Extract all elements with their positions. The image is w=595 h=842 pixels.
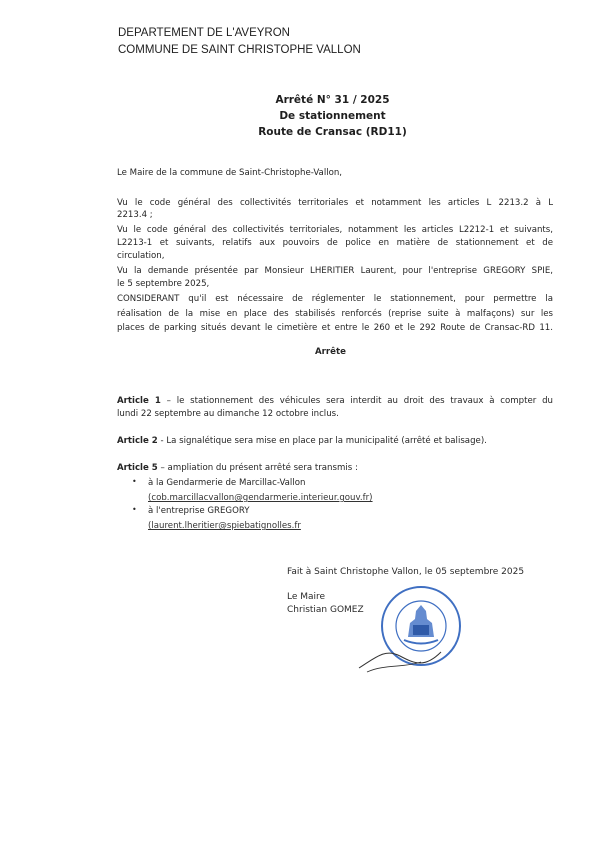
article-2-label: Article 2 (117, 436, 158, 446)
vu3-line-a: Vu la demande présentée par Monsieur LHERITIER Laurent, pour l'entreprise GREGORY SPIE, (117, 266, 553, 276)
maire-line: Le Maire de la commune de Saint-Christophe-Vallon, (117, 168, 343, 178)
article-1-label: Article 1 (117, 396, 161, 406)
considerant-line-b: réalisation de la mise en place des stabilisés renforcés (reprise suite à malfaçons) sur les (117, 309, 553, 319)
arrete-subject-title: De stationnement (279, 110, 386, 122)
arrete-heading: Arrête (315, 347, 346, 357)
article-1-line-a (117, 396, 553, 406)
arrete-road-title: Route de Cransac (RD11) (258, 126, 407, 138)
vu1-line-a: Vu le code général des collectivités territoriales et notamment les articles L 2213.2 à L (117, 198, 553, 208)
signature-scribble-icon (355, 628, 445, 678)
article-1-text: – le stationnement des véhicules sera interdit au droit des travaux à compter du (160, 396, 553, 406)
department-header: DEPARTEMENT DE L'AVEYRON (118, 27, 290, 39)
recipient-gendarmerie: à la Gendarmerie de Marcillac-Vallon (148, 478, 306, 488)
article-2-line (117, 436, 487, 446)
fait-a-line: Fait à Saint Christophe Vallon, le 05 septembre 2025 (287, 567, 525, 577)
gregory-email-link[interactable]: (laurent.lheritier@spiebatignolles.fr (148, 521, 301, 531)
bullet-2-icon: • (132, 505, 137, 514)
signatory-role: Le Maire (287, 592, 326, 602)
vu2-line-b: L2213-1 et suivants, relatifs aux pouvoirs de police en matière de stationnement et de (117, 238, 553, 248)
article-5-line (117, 463, 358, 473)
arrete-number-title: Arrêté N° 31 / 2025 (275, 94, 390, 106)
recipient-gregory: à l'entreprise GREGORY (148, 506, 250, 516)
article-5-text: – ampliation du présent arrêté sera transmis : (157, 463, 358, 473)
vu3-line-b: le 5 septembre 2025, (117, 279, 210, 289)
commune-header: COMMUNE DE SAINT CHRISTOPHE VALLON (118, 44, 361, 56)
considerant-line-a: CONSIDERANT qu'il est nécessaire de réglementer le stationnement, pour permettre la (117, 294, 553, 304)
article-1-line-b: lundi 22 septembre au dimanche 12 octobre inclus. (117, 409, 339, 419)
article-2-text: - La signalétique sera mise en place par la municipalité (arrêté et balisage). (157, 436, 487, 446)
bullet-1-icon: • (132, 477, 137, 486)
vu1-line-b: 2213.4 ; (117, 210, 153, 220)
considerant-line-c: places de parking situés devant le cimetière et entre le 260 et le 292 Route de Cransac-RD 11. (117, 323, 553, 333)
article-5-label: Article 5 (117, 463, 158, 473)
vu2-line-a: Vu le code général des collectivités territoriales, notamment les articles L2212-1 et suivants, (117, 225, 553, 235)
signatory-name: Christian GOMEZ (287, 605, 364, 615)
gendarmerie-email-link[interactable]: (cob.marcillacvallon@gendarmerie.interieur.gouv.fr) (148, 493, 373, 503)
vu2-line-c: circulation, (117, 251, 165, 261)
